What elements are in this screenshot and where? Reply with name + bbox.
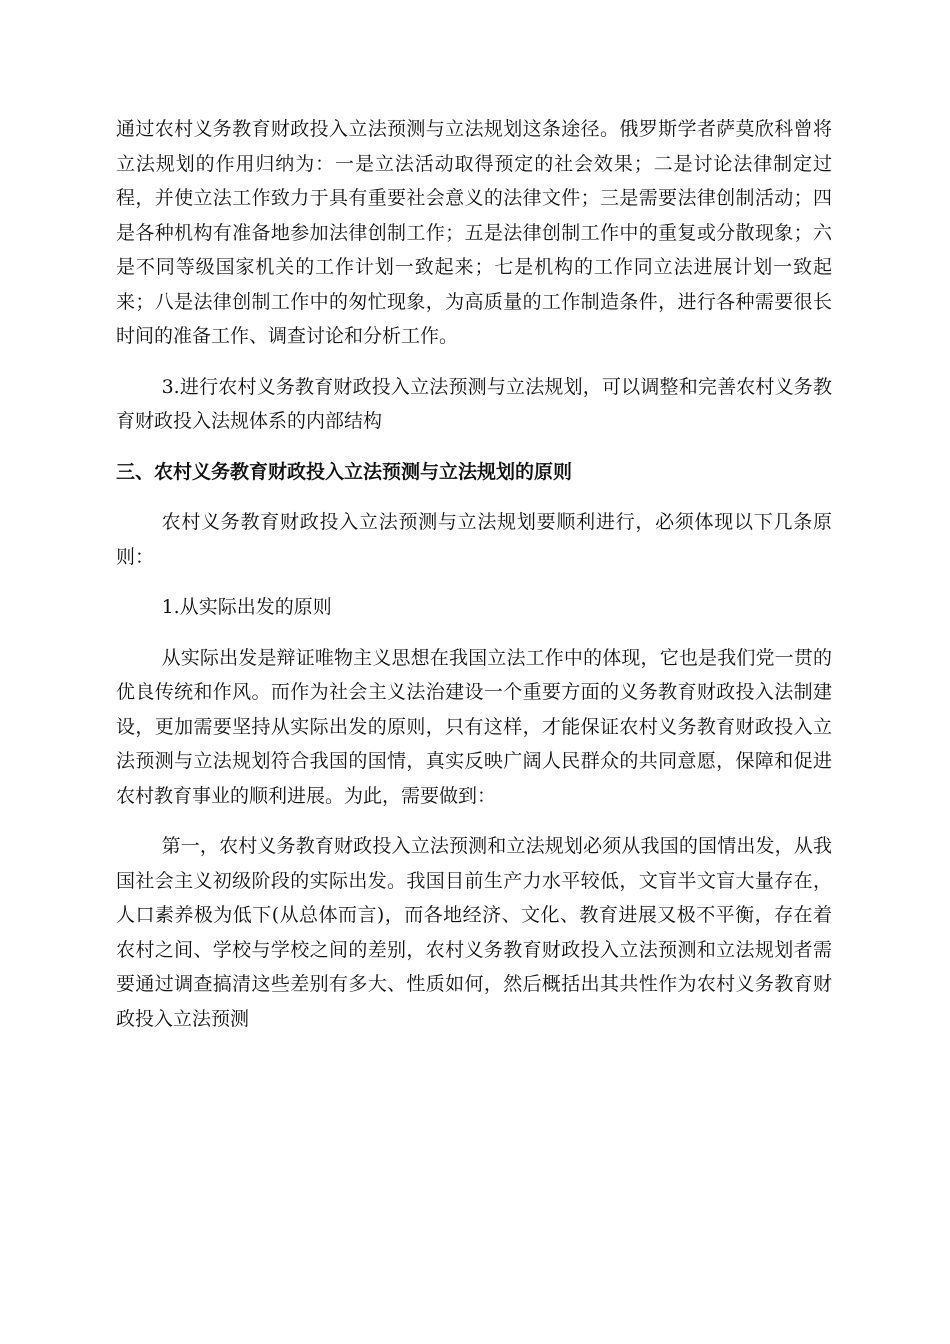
paragraph-first-point: 第一，农村义务教育财政投入立法预测和立法规划必须从我国的国情出发，从我国社会主义初级阶段的实际出发。我国目前生产力水平较低，文盲半文盲大量存在，人口素养极为低下(从总体而言)，而各地经济、文化、教育进展又极不平衡，存在着农村之间、学校与学校之间的差别，农村义务教育财政投入立法预测和立法规划者需要通过调查搞清这些差别有多大、性质如何，然后概括出其共性作为农村义务教育财政投入立法预测 [116,835,832,1030]
subheading-practical-principle: 1.从实际出发的原则 [161,596,332,618]
paragraph-principles-intro: 农村义务教育财政投入立法预测与立法规划要顺利进行，必须体现以下几条原则： [116,511,832,568]
paragraph-point-3: 3.进行农村义务教育财政投入立法预测与立法规划，可以调整和完善农村义务教育财政投入法规体系的内部结构 [116,375,832,432]
paragraph-practical-principle: 从实际出发是辩证唯物主义思想在我国立法工作中的体现，它也是我们党一贯的优良传统和作风。而作为社会主义法治建设一个重要方面的义务教育财政投入法制建设，更加需要坚持从实际出发的原则，只有这样，才能保证农村义务教育财政投入立法预测与立法规划符合我国的国情，真实反映广阔人民群众的共同意愿，保障和促进农村教育事业的顺利进展。为此，需要做到： [116,646,832,807]
document-page [116,112,832,1052]
section-heading-principles: 三、农村义务教育财政投入立法预测与立法规划的原则 [116,460,573,483]
paragraph-legislative-planning-roles: 通过农村义务教育财政投入立法预测与立法规划这条途径。俄罗斯学者萨莫欣科曾将立法规划的作用归纳为：一是立法活动取得预定的社会效果；二是讨论法律制定过程，并使立法工作致力于具有重要社会意义的法律文件；三是需要法律创制活动；四是各种机构有准备地参加法律创制工作；五是法律创制工作中的重复或分散现象；六是不同等级国家机关的工作计划一致起来；七是机构的工作同立法进展计划一致起来；八是法律创制工作中的匆忙现象，为高质量的工作制造条件，进行各种需要很长时间的准备工作、调查讨论和分析工作。 [116,118,832,347]
